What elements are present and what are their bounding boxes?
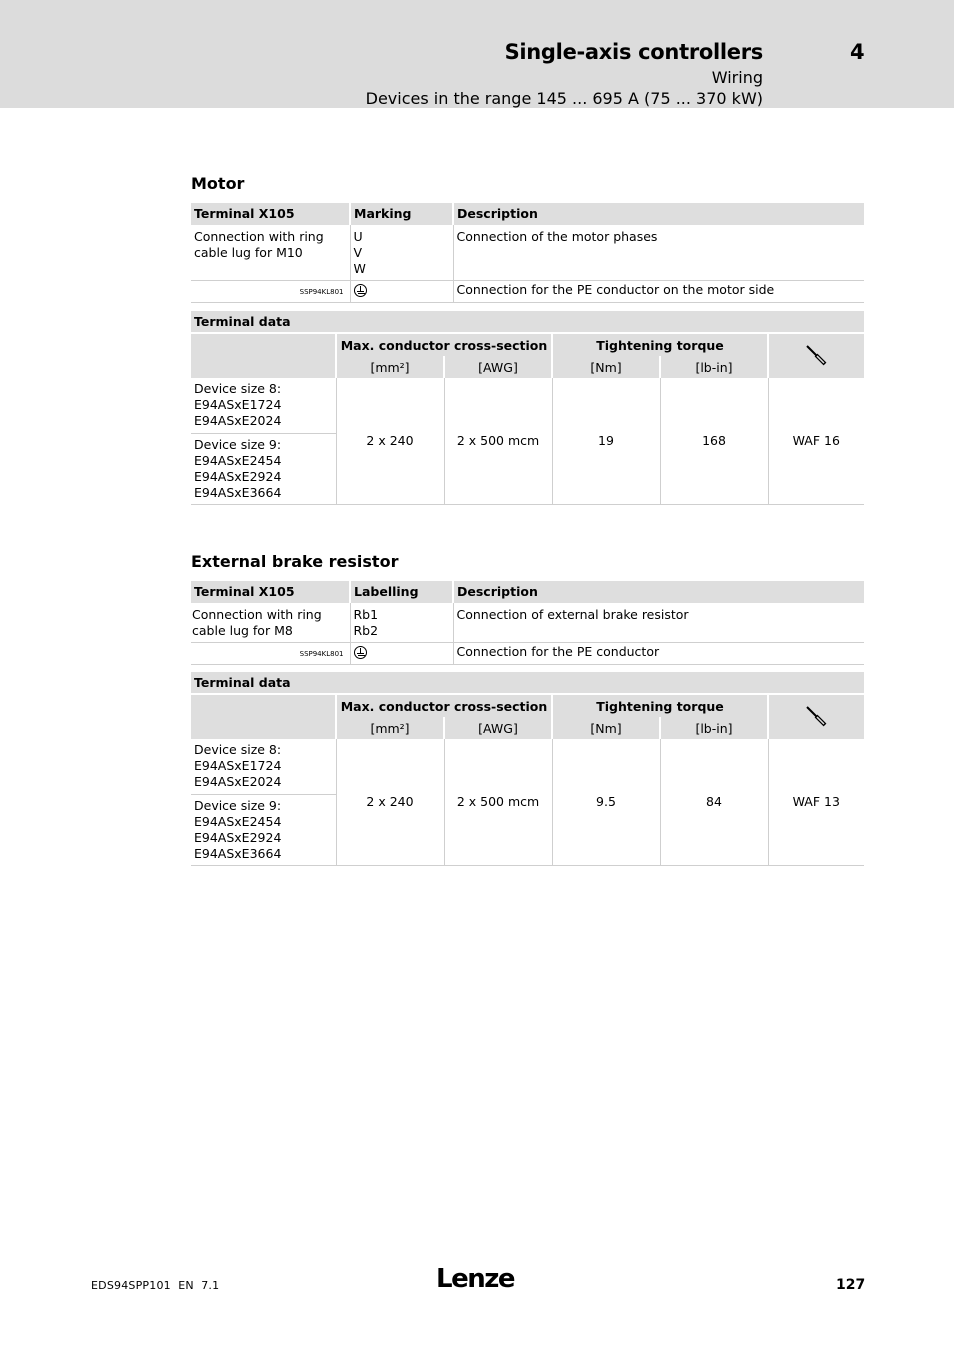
document-id: EDS94SPP101 EN 7.1	[91, 1279, 220, 1292]
code-tag-cell	[191, 643, 350, 665]
terminal-line: Connection with ring	[194, 229, 324, 244]
screwdriver-icon	[805, 343, 829, 367]
terminal-data-title: Terminal data	[191, 672, 864, 694]
motor-terminal-table	[191, 203, 864, 303]
marking-u: U	[353, 229, 363, 244]
device-code: E94ASxE1724	[194, 758, 282, 773]
value-awg: 2 x 500 mcm	[444, 378, 552, 504]
terminal-line: cable lug for M8	[192, 623, 293, 638]
torque-header: Tightening torque	[552, 694, 768, 717]
screwdriver-cell	[768, 694, 864, 739]
code-tag-cell	[191, 281, 350, 303]
label-rb1: Rb1	[353, 607, 379, 622]
value-lbin: 84	[660, 739, 768, 865]
value-lbin: 168	[660, 378, 768, 504]
terminal-cell	[191, 603, 350, 643]
header-terminal: Terminal X105	[191, 203, 350, 225]
size-label: Device size 9:	[194, 797, 282, 813]
marking-v: V	[353, 245, 363, 260]
header-description: Description	[453, 581, 864, 603]
labelling-cell	[350, 603, 453, 643]
blank-header	[191, 333, 336, 378]
motor-data-table	[191, 311, 864, 505]
code-tag: SSP94KL801	[299, 288, 344, 296]
value-tool: WAF 13	[768, 739, 864, 865]
section-subtitle: Wiring	[711, 68, 763, 87]
description-cell: Connection of external brake resistor	[453, 603, 864, 643]
description-cell: Connection of the motor phases	[453, 225, 864, 281]
device-code: E94ASxE3664	[194, 845, 282, 861]
lenze-logo: Lenze	[436, 1264, 514, 1294]
unit-lbin: [lb-in]	[660, 717, 768, 739]
size-label: Device size 9:	[194, 436, 282, 452]
device-code: E94ASxE2024	[194, 774, 282, 789]
chapter-number: 4	[850, 40, 865, 64]
brake-heading: External brake resistor	[191, 552, 399, 571]
brake-data-table	[191, 672, 864, 866]
device-code: E94ASxE2924	[194, 829, 282, 845]
pe-description: Connection for the PE conductor on the motor side	[453, 281, 864, 303]
terminal-line: Connection with ring	[192, 607, 322, 622]
ground-icon	[354, 646, 367, 659]
brake-terminal-table	[191, 581, 864, 665]
chapter-title: Single-axis controllers	[504, 40, 763, 64]
unit-nm: [Nm]	[552, 356, 660, 378]
code-tag: SSP94KL801	[299, 650, 344, 658]
cross-section-header: Max. conductor cross-section	[336, 333, 552, 356]
terminal-cell	[191, 225, 350, 281]
value-tool: WAF 16	[768, 378, 864, 504]
device-size-9	[191, 433, 336, 504]
value-mm2: 2 x 240	[336, 378, 444, 504]
unit-awg: [AWG]	[444, 356, 552, 378]
terminal-data-title: Terminal data	[191, 311, 864, 333]
unit-mm2: [mm²]	[336, 356, 444, 378]
device-size-8	[191, 739, 336, 794]
header-labelling: Labelling	[350, 581, 453, 603]
motor-heading: Motor	[191, 174, 245, 193]
value-awg: 2 x 500 mcm	[444, 739, 552, 865]
label-rb2: Rb2	[353, 623, 379, 638]
pe-cell	[350, 643, 453, 665]
value-nm: 19	[552, 378, 660, 504]
device-code: E94ASxE2924	[194, 468, 282, 484]
marking-w: W	[353, 261, 366, 276]
pe-cell	[350, 281, 453, 303]
pe-description: Connection for the PE conductor	[453, 643, 864, 665]
size-label: Device size 8:	[194, 381, 282, 396]
header-terminal: Terminal X105	[191, 581, 350, 603]
size-label: Device size 8:	[194, 742, 282, 757]
unit-awg: [AWG]	[444, 717, 552, 739]
device-code: E94ASxE2454	[194, 452, 282, 468]
header-marking: Marking	[350, 203, 453, 225]
torque-header: Tightening torque	[552, 333, 768, 356]
device-size-8	[191, 378, 336, 433]
device-size-9	[191, 794, 336, 865]
header-description: Description	[453, 203, 864, 225]
cross-section-header: Max. conductor cross-section	[336, 694, 552, 717]
device-code: E94ASxE1724	[194, 397, 282, 412]
value-mm2: 2 x 240	[336, 739, 444, 865]
screwdriver-icon	[805, 704, 829, 728]
device-code: E94ASxE3664	[194, 484, 282, 500]
marking-cell	[350, 225, 453, 281]
device-code: E94ASxE2454	[194, 813, 282, 829]
device-code: E94ASxE2024	[194, 413, 282, 428]
ground-icon	[354, 284, 367, 297]
unit-mm2: [mm²]	[336, 717, 444, 739]
unit-nm: [Nm]	[552, 717, 660, 739]
terminal-line: cable lug for M10	[194, 245, 303, 260]
blank-header	[191, 694, 336, 739]
unit-lbin: [lb-in]	[660, 356, 768, 378]
subsection-subtitle: Devices in the range 145 ... 695 A (75 ... 370 kW)	[365, 89, 763, 108]
value-nm: 9.5	[552, 739, 660, 865]
page-number: 127	[836, 1277, 866, 1293]
screwdriver-cell	[768, 333, 864, 378]
